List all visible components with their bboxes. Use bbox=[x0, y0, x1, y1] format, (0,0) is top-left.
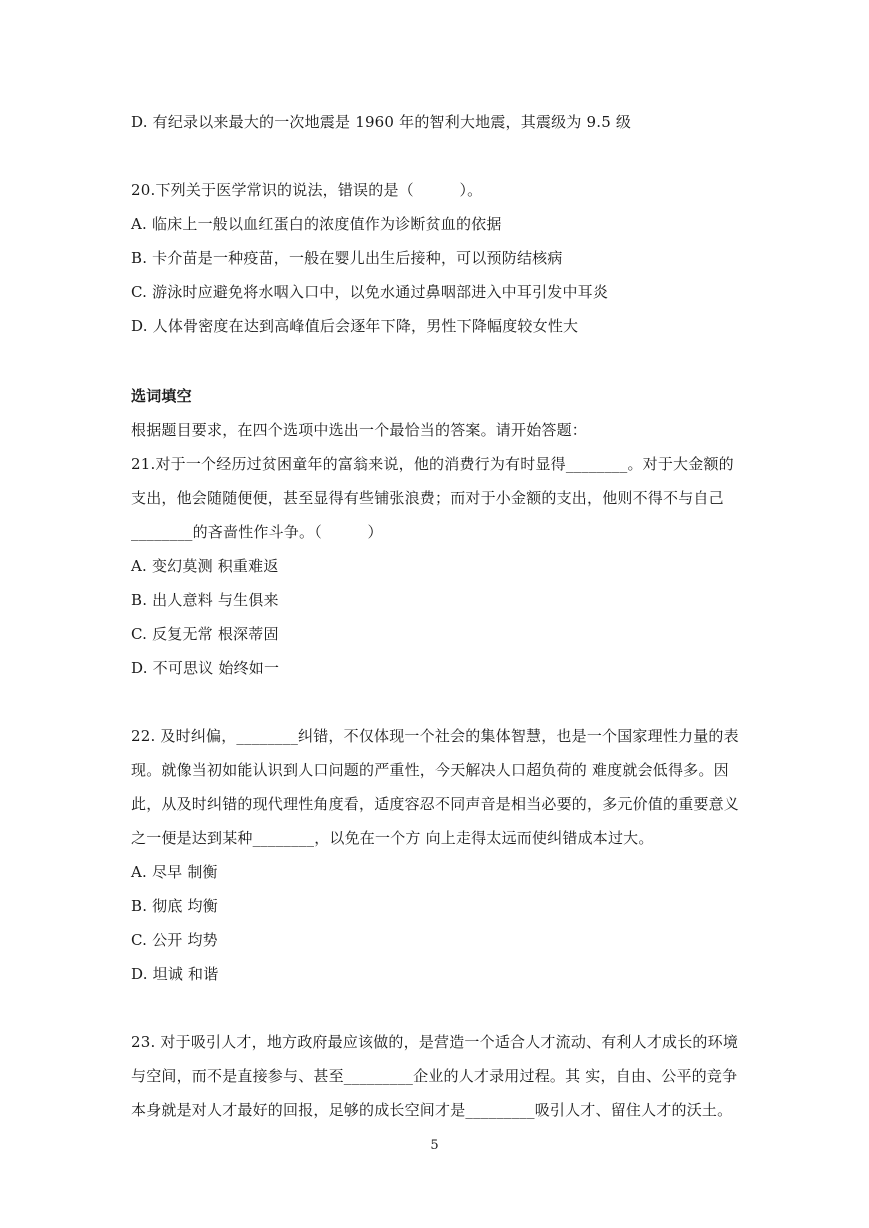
q23-stem-line-3: 本身就是对人才最好的回报，足够的成长空间才是_________吸引人才、留住人才的沃土。 bbox=[131, 1101, 733, 1119]
q22-option-a: A. 尽早 制衡 bbox=[131, 863, 218, 881]
q21-stem-line-2: 支出，他会随随便便，甚至显得有些铺张浪费；而对于小金额的支出，他则不得不与自己 bbox=[131, 489, 724, 507]
q21-stem-line-1: 21.对于一个经历过贫困童年的富翁来说，他的消费行为有时显得________。对于大金额的 bbox=[131, 455, 734, 473]
q21-option-d: D. 不可思议 始终如一 bbox=[131, 659, 280, 677]
q23-stem-line-1: 23. 对于吸引人才，地方政府最应该做的，是营造一个适合人才流动、有利人才成长的环境 bbox=[131, 1033, 739, 1051]
section-instruction: 根据题目要求，在四个选项中选出一个最恰当的答案。请开始答题： bbox=[131, 421, 588, 439]
q22-option-b: B. 彻底 均衡 bbox=[131, 897, 218, 915]
q21-option-c: C. 反复无常 根深蒂固 bbox=[131, 625, 279, 643]
q22-option-d: D. 坦诚 和谐 bbox=[131, 965, 219, 983]
q22-stem-line-3: 此，从及时纠错的现代理性角度看，适度容忍不同声音是相当必要的，多元价值的重要意义 bbox=[131, 795, 740, 813]
q22-stem-line-2: 现。就像当初如能认识到人口问题的严重性，今天解决人口超负荷的 难度就会低得多。因 bbox=[131, 761, 729, 779]
q22-stem-line-1: 22. 及时纠偏，________纠错，不仅体现一个社会的集体智慧，也是一个国家理性力量的表 bbox=[131, 727, 739, 745]
q20-option-a: A. 临床上一般以血红蛋白的浓度值作为诊断贫血的依据 bbox=[131, 215, 502, 233]
q20-stem: 20.下列关于医学常识的说法，错误的是（ ）。 bbox=[131, 181, 483, 199]
q21-stem-line-3: ________的吝啬性作斗争。（ ） bbox=[131, 523, 383, 541]
section-title: 选词填空 bbox=[131, 387, 192, 405]
q19-option-d: D. 有纪录以来最大的一次地震是 1960 年的智利大地震，其震级为 9.5 级 bbox=[131, 113, 632, 131]
q23-stem-line-2: 与空间，而不是直接参与、甚至_________企业的人才录用过程。其 实，自由、公平的竞争 bbox=[131, 1067, 738, 1085]
q20-option-c: C. 游泳时应避免将水咽入口中，以免水通过鼻咽部进入中耳引发中耳炎 bbox=[131, 283, 609, 301]
q20-option-d: D. 人体骨密度在达到高峰值后会逐年下降，男性下降幅度较女性大 bbox=[131, 317, 579, 335]
q22-stem-line-4: 之一便是达到某种________，以免在一个方 向上走得太远而使纠错成本过大。 bbox=[131, 829, 654, 847]
q21-option-a: A. 变幻莫测 积重难返 bbox=[131, 557, 279, 575]
q20-option-b: B. 卡介苗是一种疫苗，一般在婴儿出生后接种，可以预防结核病 bbox=[131, 249, 563, 267]
q21-option-b: B. 出人意料 与生俱来 bbox=[131, 591, 279, 609]
page-number: 5 bbox=[430, 1138, 439, 1153]
q22-option-c: C. 公开 均势 bbox=[131, 931, 218, 949]
